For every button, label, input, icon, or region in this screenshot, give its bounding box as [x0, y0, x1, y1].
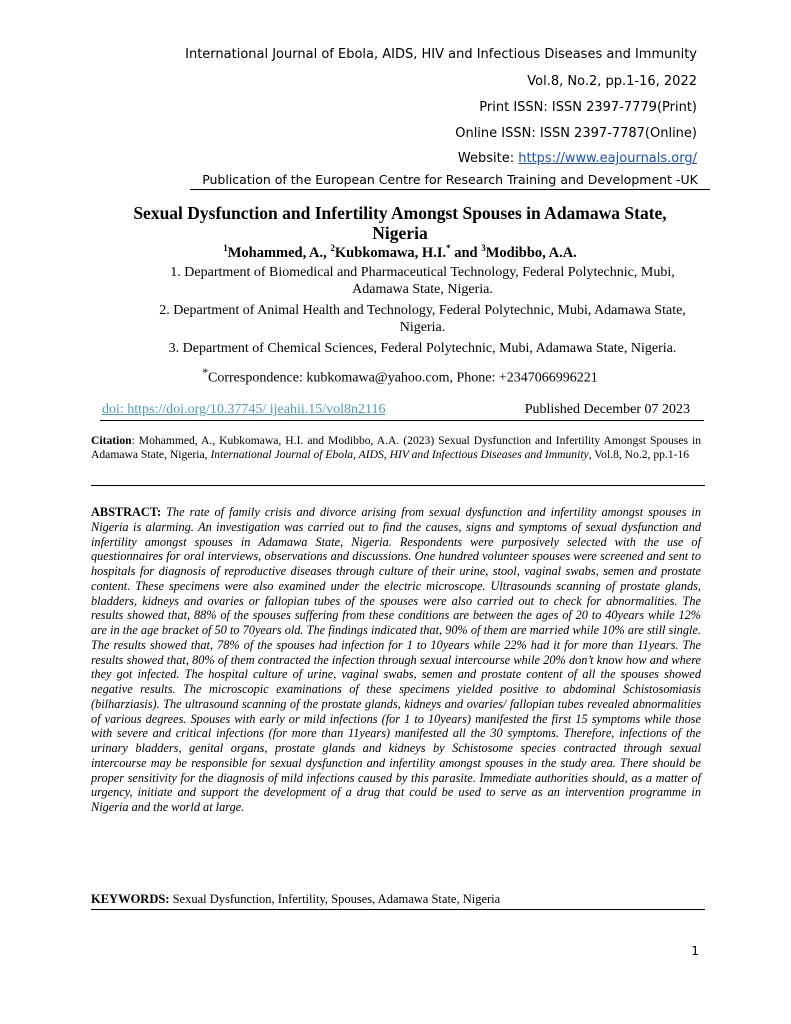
citation-text: : Mohammed, A., Kubkomawa, H.I. and Modibbo, A.A. (2023) Sexual Dysfunction and Infertility Amongst Spouses in Adamawa State, Nigeria, [91, 434, 701, 461]
doi-link[interactable]: doi: https://doi.org/10.37745/ ijeahii.15/vol8n2116 [102, 402, 386, 417]
author-2: Kubkomawa, H.I. [334, 244, 447, 261]
journal-name: International Journal of Ebola, AIDS, HIV and Infectious Diseases and Immunity [185, 47, 697, 62]
online-issn: Online ISSN: ISSN 2397-7787(Online) [455, 126, 697, 141]
paper-title: Sexual Dysfunction and Infertility Amongst Spouses in Adamawa State, Nigeria [133, 203, 667, 243]
keywords-text: Sexual Dysfunction, Infertility, Spouses, Adamawa State, Nigeria [169, 892, 501, 906]
affiliation-item: 1. Department of Biomedical and Pharmaceutical Technology, Federal Polytechnic, Mubi, Adamawa State, Nigeria. [170, 265, 675, 297]
keywords-line [91, 892, 701, 907]
author-1-superscript: 1 [223, 243, 228, 253]
website-label: Website: [457, 151, 519, 166]
abstract-text: The rate of family crisis and divorce arising from sexual dysfunction and infertility amongst spouses in Nigeria is alarming. An investigation was carried out to find the causes, signs and symptoms of sexual dysfunction and infertility amongst spouses in Adamawa State, Nigeria. Respondents were purposively selected with the use of questionnaires for oral interviews, observations and discussions. One hundred volunteer spouses were screened and sent to hospitals for diagnosis of reproductive diseases through culture of their urine, stool, vaginal swabs, semen and prostate content. These specimens were also examined under the electric microscope. Ultrasounds scanning of prostate glands, bladders, kidneys and ovaries or fallopian tubes of the spouses were also carried out to check for abnormalities. The results showed that, 88% of the spouses suffering from these conditions are between the ages of 20 to 40years while 12% are in the age bracket of 50 to 70years old. The findings indicated that, 90% of them are married while 10% are still single. The results showed that, 78% of the spouses had infection for 1 to 10years while 22% had it for more than 11years. The results showed that, 80% of them contracted the infection through sexual intercourse while 20% don’t know how and where they got infected. The hospital culture of urine, vaginal swabs, semen and prostate content of all the spouses showed negative results. The microscopic examinations of these specimens yielded positive to abdominal Schistosomiasis (bilharziasis). The ultrasound scanning of the prostate glands, kidneys and ovaries/ fallopian tubes revealed abnormalities of various degrees. Spouses with early or mild infections (for 1 to 10years) manifested the first 15 symptoms while those with severe and critical infections (for more than 11years) manifested all the 30 symptoms. Therefore, infections of the urinary bladders, genital organs, prostate glands and kidneys by Schistosome species contracted through sexual intercourse may be responsible for sexual dysfunction and infertility amongst spouses in the study area. There should be proper sensitivity for the diagnosis of mild infections caused by this parasite. Immediate authorities should, as a matter of urgency, initiate and support the development of a drug that could be used to serve as an intervention programme in Nigeria and the world at large. [91, 505, 701, 814]
website-link[interactable]: https://www.eajournals.org/ [518, 151, 697, 166]
citation-tail: , Vol.8, No.2, pp.1-16 [588, 448, 690, 461]
print-issn: Print ISSN: ISSN 2397-7779(Print) [479, 100, 697, 115]
correspondence-mark: * [202, 366, 209, 379]
affiliation-list [150, 264, 695, 361]
abstract-label: ABSTRACT: [91, 505, 162, 519]
corresponding-mark: * [446, 243, 451, 253]
keywords-label: KEYWORDS: [91, 892, 170, 906]
abstract-block [91, 505, 701, 815]
citation-label: Citation [91, 434, 132, 447]
affiliation-item: 3. Department of Chemical Sciences, Federal Polytechnic, Mubi, Adamawa State, Nigeria. [168, 341, 677, 356]
citation-journal: International Journal of Ebola, AIDS, HIV and Infectious Diseases and Immunity [210, 448, 589, 461]
author-2-superscript: 2 [330, 243, 335, 253]
affiliation-item: 2. Department of Animal Health and Technology, Federal Polytechnic, Mubi, Adamawa State, Nigeria. [159, 303, 686, 335]
website-line [458, 151, 697, 166]
author-conjunction: and [450, 244, 482, 261]
volume-info: Vol.8, No.2, pp.1-16, 2022 [527, 74, 697, 89]
publisher-line: Publication of the European Centre for Research Training and Development -UK [190, 172, 710, 190]
doi-row [100, 402, 704, 421]
citation-block [91, 434, 701, 462]
divider [91, 485, 705, 486]
correspondence-line [110, 366, 690, 387]
correspondence-text: Correspondence: kubkomawa@yahoo.com, Phone: +2347066996221 [208, 370, 598, 386]
divider [91, 909, 705, 910]
author-1: Mohammed, A., [227, 244, 331, 261]
author-3: Modibbo, A.A. [485, 244, 577, 261]
page-number: 1 [691, 944, 699, 958]
author-line [110, 243, 690, 262]
author-3-superscript: 3 [481, 243, 486, 253]
published-date: Published December 07 2023 [524, 402, 690, 417]
